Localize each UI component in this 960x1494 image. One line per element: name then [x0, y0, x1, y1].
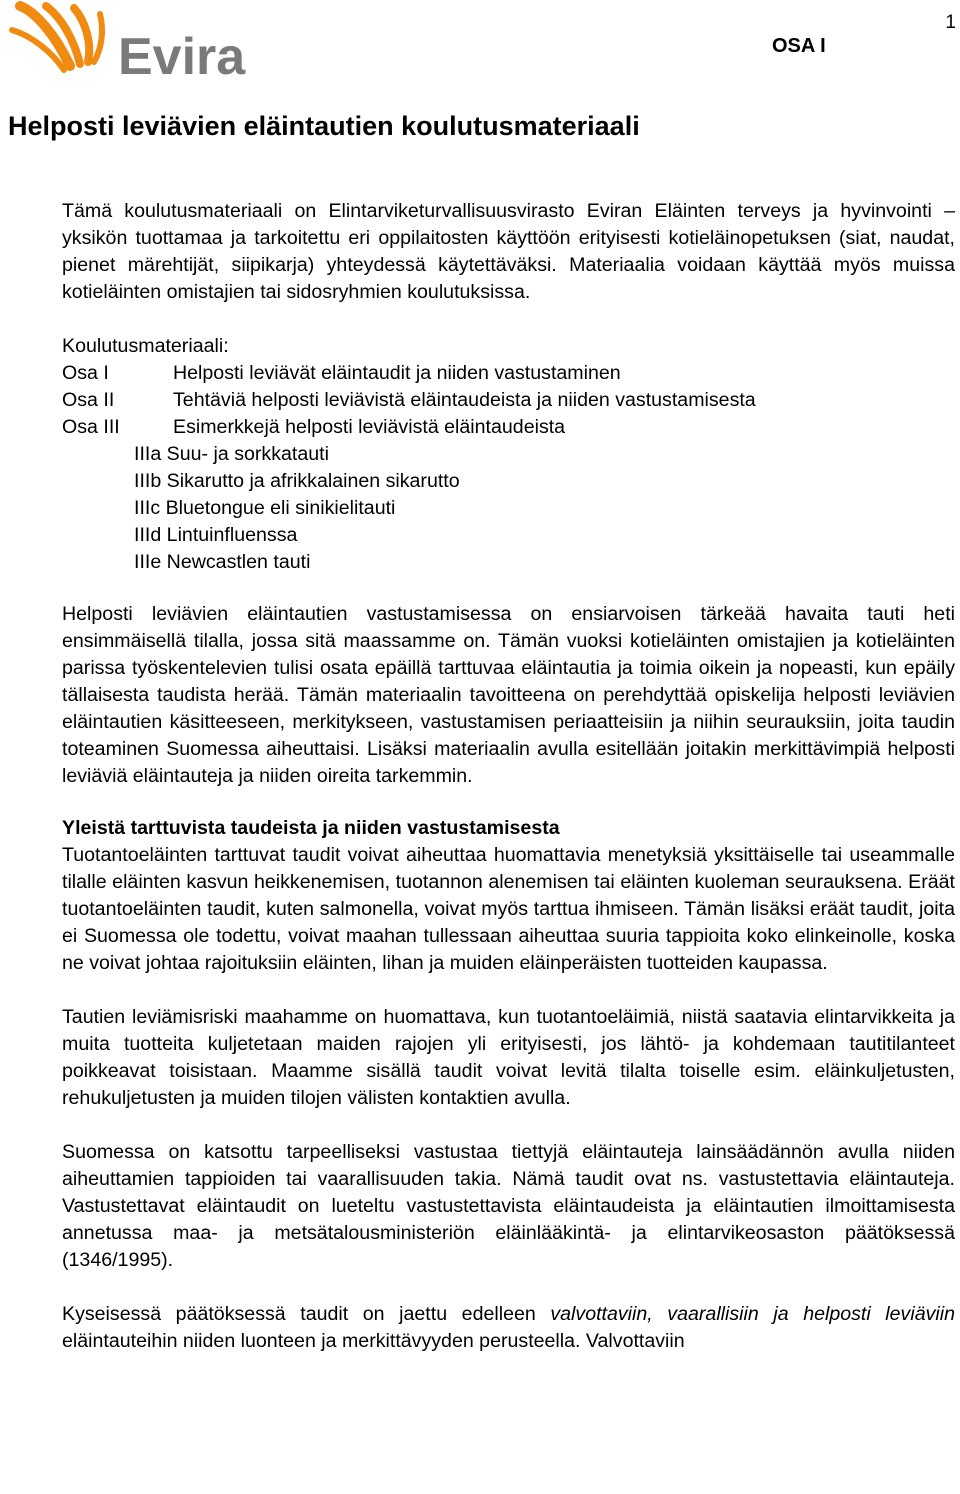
logo-wordmark: Evira: [118, 28, 246, 82]
toc-part-key: Osa I: [62, 362, 109, 384]
section-paragraph: Tautien leviämisriski maahamme on huomattava, kun tuotantoeläimiä, niistä saatavia elintarvikkeita ja muita tuotteita kuljetetaan maiden rajojen yli erityisesti, jos lähtö- ja kohdemaan tautitilanteet poikkeavat toisistaan. Maamme sisällä taudit voivat levitä tilalta toiselle esim. eläinkuljetusten, rehukuljetusten ja muiden tilojen välisten kontaktien avulla.: [62, 1006, 955, 1109]
section-heading: Yleistä tarttuvista taudeista ja niiden vastustamisesta: [62, 817, 560, 839]
toc: [62, 333, 955, 576]
paragraph-text: Kyseisessä päätöksessä taudit on jaettu edelleen: [62, 1303, 536, 1325]
toc-part: [62, 387, 955, 414]
evira-logo: [6, 0, 262, 82]
paragraph-text: eläintauteihin niiden luonteen ja merkittävyyden perusteella. Valvottaviin: [62, 1330, 685, 1352]
evira-logo-mark: [6, 0, 262, 82]
toc-part: [62, 360, 955, 387]
toc-subpart: IIIe Newcastlen tauti: [134, 551, 311, 573]
toc-heading: Koulutusmateriaali:: [62, 335, 229, 357]
toc-subpart: IIIb Sikarutto ja afrikkalainen sikarutto: [134, 470, 460, 492]
toc-part-key: Osa III: [62, 416, 120, 438]
toc-subpart: IIIc Bluetongue eli sinikielitauti: [134, 497, 396, 519]
document-body: [62, 198, 955, 1355]
toc-subpart: IIId Lintuinfluenssa: [134, 524, 298, 546]
toc-part: [62, 414, 955, 441]
toc-part-key: Osa II: [62, 389, 115, 411]
page-number: 1: [945, 12, 956, 33]
document-title: Helposti leviävien eläintautien koulutusmateriaali: [8, 111, 640, 141]
toc-subpart: IIIa Suu- ja sorkkatauti: [134, 443, 329, 465]
emphasized-text: valvottaviin, vaarallisiin ja helposti leviäviin: [550, 1303, 956, 1325]
toc-part-label: Helposti leviävät eläintaudit ja niiden vastustaminen: [173, 362, 621, 384]
intro-paragraph: Tämä koulutusmateriaali on Elintarviketurvallisuusvirasto Eviran Eläinten terveys ja hyvinvointi –yksikön tuottamaa ja tarkoitettu eri oppilaitosten käyttöön erityisesti kotieläinopetuksen (siat, naudat, pienet märehtijät, siipikarja) yhteydessä käytettäväksi. Materiaalia voidaan käyttää myös muissa kotieläinten omistajien tai sidosryhmien koulutuksissa.: [62, 200, 955, 303]
body-paragraph: Helposti leviävien eläintautien vastustamisessa on ensiarvoisen tärkeää havaita tauti heti ensimmäisellä tilalla, jossa sitä maassamme on. Tämän vuoksi kotieläinten omistajien ja kotieläinten parissa työskentelevien tulisi osata epäillä tarttuvaa eläintautia ja toimia oikein ja nopeasti, kun epäily tällaisesta taudista herää. Tämän materiaalin tavoitteena on perehdyttää opiskelija helposti leviävien eläintautien käsitteeseen, merkitykseen, vastustamisen periaatteisiin ja niihin seurauksiin, joita taudin toteaminen Suomessa aiheuttaisi. Lisäksi materiaalin avulla esitellään joitakin merkittävimpiä helposti leviäviä eläintauteja ja niiden oireita tarkemmin.: [62, 603, 955, 787]
section-paragraph: Suomessa on katsottu tarpeelliseksi vastustaa tiettyjä eläintauteja lainsäädännön avulla niiden aiheuttamien tappioiden tai vaarallisuuden takia. Nämä taudit ovat ns. vastustettavia eläintauteja. Vastustettavat eläintaudit on lueteltu vastustettavista eläintaudeista ja eläintautien ilmoittamisesta annetussa maa- ja metsätalousministeriön eläinlääkintä- ja elintarvikeosaston päätöksessä (1346/1995).: [62, 1141, 955, 1271]
section-paragraph: Tuotantoeläinten tarttuvat taudit voivat aiheuttaa huomattavia menetyksiä yksittäiselle tai useammalle tilalle eläinten kasvun heikkenemisen, tuotannon alenemisen tai eläinten kuoleman seurauksena. Eräät tuotantoeläinten taudit, kuten salmonella, voivat myös tarttua ihmiseen. Tämän lisäksi eräät taudit, joita ei Suomessa ole todettu, voivat maahan tullessaan aiheuttaa suuria tappioita koko elinkeinolle, koska ne voivat johtaa rajoituksiin eläinten, lihan ja muiden eläinperäisten tuotteiden kaupassa.: [62, 844, 955, 974]
part-label: OSA I: [772, 35, 826, 57]
toc-part-label: Esimerkkejä helposti leviävistä eläintaudeista: [173, 416, 566, 438]
section-paragraph: [62, 1301, 955, 1355]
toc-part-label: Tehtäviä helposti leviävistä eläintaudeista ja niiden vastustamisesta: [173, 389, 756, 411]
